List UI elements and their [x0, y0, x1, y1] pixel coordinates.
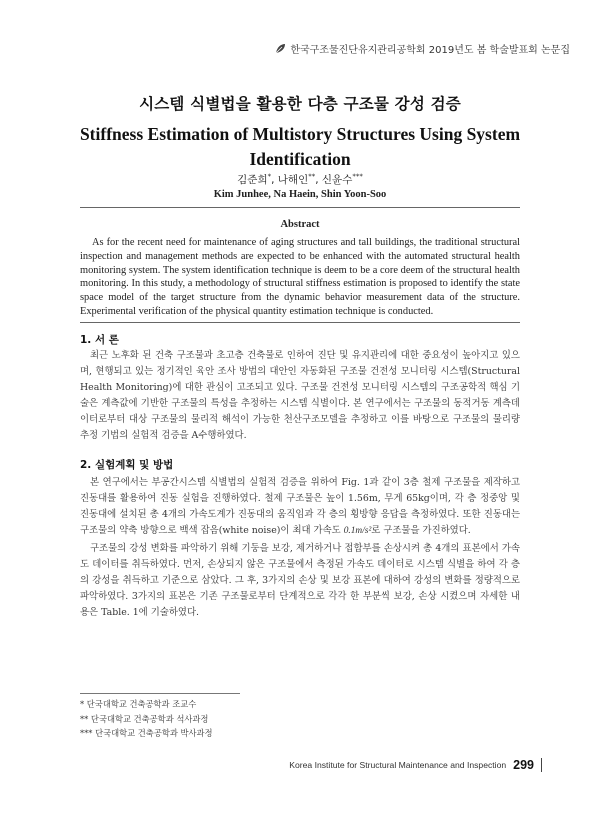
section-2-p1-text-b: 로 구조물을 가진하였다. [371, 525, 471, 536]
authors-english: Kim Junhee, Na Haein, Shin Yoon-Soo [213, 189, 387, 200]
section-2-paragraph-2: 구조물의 강성 변화를 파악하기 위해 기둥을 보강, 제거하거나 접합부를 손상시켜 총 4개의 표본에서 가속도 데이터를 취득하였다. 먼저, 손상되지 않은 구조물에서 측정된 가속도 데이터로 시스템 식별을 하여 각 층의 강성을 취득하고 기준으로 삼았다. 그 후, 3가지의 손상 및 보강 표본에 대하여 강성의 변화를 정량적으로 파악하였다. 3가지의 표본은 기존 구조물로부터 단계적으로 각각 한 부분씩 보강, 손상 시켰으며 자세한 내용은 Table. 1에 기술하였다. [80, 543, 520, 618]
page-footer [289, 758, 542, 772]
abstract-top-rule [80, 207, 520, 208]
section-2-heading: 2. 실험계획 및 방법 [80, 459, 174, 471]
running-header [275, 41, 570, 56]
page-divider [541, 758, 542, 772]
section-2-body [80, 475, 520, 621]
author-1-mark: * [267, 172, 272, 181]
footnote-1: * 단국대학교 건축공학과 조교수 [80, 699, 197, 709]
section-1-body [80, 348, 520, 444]
footnote-3: *** 단국대학교 건축공학과 박사과정 [80, 728, 213, 738]
footnote-2: ** 단국대학교 건축공학과 석사과정 [80, 713, 209, 724]
author-2: 나해인 [277, 174, 309, 186]
abstract-bottom-rule [80, 322, 520, 323]
leaf-icon [275, 43, 286, 54]
section-1-paragraph: 최근 노후화 된 건축 구조물과 초고층 건축물로 인하여 진단 및 유지관리에 대한 중요성이 높아지고 있으며, 현행되고 있는 정기적인 육안 조사 방법의 대안인 자동화된 구조물 건전성 모니터링 시스템(Structural Health Monitoring)에 대한 관심이 고조되고 있다. 구조물 건전성 모니터링 시스템의 구조공학적 핵심 기술은 계측값에 기반한 구조물의 특성을 추정하는 시스템 식별이다. 본 연구에서는 구조물의 동적거동 계측데이터로부터 대상 구조물의 물리적 해석이 가능한 천산구조모델을 추정하고 이를 바탕으로 구조물의 물리량 추정 기법의 실험적 검증을 A수행하였다. [80, 350, 520, 441]
header-text: 한국구조물진단유지관리공학회 2019년도 봄 학술발표회 논문집 [290, 45, 570, 56]
footnotes [80, 697, 213, 741]
authors-korean [0, 172, 600, 187]
author-3: 신윤수 [321, 174, 353, 186]
abstract-text: As for the recent need for maintenance of aging structures and tall buildings, the traditional structural inspection and management methods are expected to be enhanced with the automated structural health monitoring system. The system identification technique is deem to be a core deem of the structural health monitoring. In this study, a methodology of structural stiffness estimation is proposed to identify the state space model of the target structure from the dynamic behavior measurement data of the structure. Experimental verification of the physical quantity estimation technique is conducted. [80, 237, 520, 317]
abstract-heading: Abstract [280, 219, 320, 230]
section-2-p1-text-a: 본 연구에서는 부공간시스템 식별법의 실험적 검증을 위하여 Fig. 1과 같이 3층 철제 구조물을 제작하고 진동대를 활용하여 진동 실험을 진행하였다. 철제 구조물은 높이 1.56m, 무게 65kg이며, 각 층 정중앙 및 진동대에 설치된 총 4개의 가속도계가 진동대의 움직임과 각 층의 횡방향 응답을 측정하였다. 또한 진동대는 구조물의 약축 방향으로 백색 잡음(white noise)이 최대 가속도 [80, 477, 520, 536]
title-korean: 시스템 식별법을 활용한 다층 구조물 강성 검증 [139, 95, 461, 113]
author-sep-1: , [271, 174, 278, 186]
footer-text: Korea Institute for Structural Maintenance and Inspection [289, 760, 507, 770]
title-english: Stiffness Estimation of Multistory Structures Using System Identification [79, 124, 521, 169]
section-1-heading: 1. 서 론 [80, 334, 119, 346]
section-2-paragraph-1 [80, 475, 520, 539]
author-1: 김준희 [237, 174, 268, 186]
footnote-rule [80, 693, 240, 694]
page-number: 299 [513, 758, 534, 772]
section-2-p1-math: 0.1m/s² [343, 526, 372, 536]
author-3-mark: *** [352, 172, 363, 181]
author-2-mark: ** [308, 172, 316, 181]
author-sep-2: , [315, 174, 322, 186]
